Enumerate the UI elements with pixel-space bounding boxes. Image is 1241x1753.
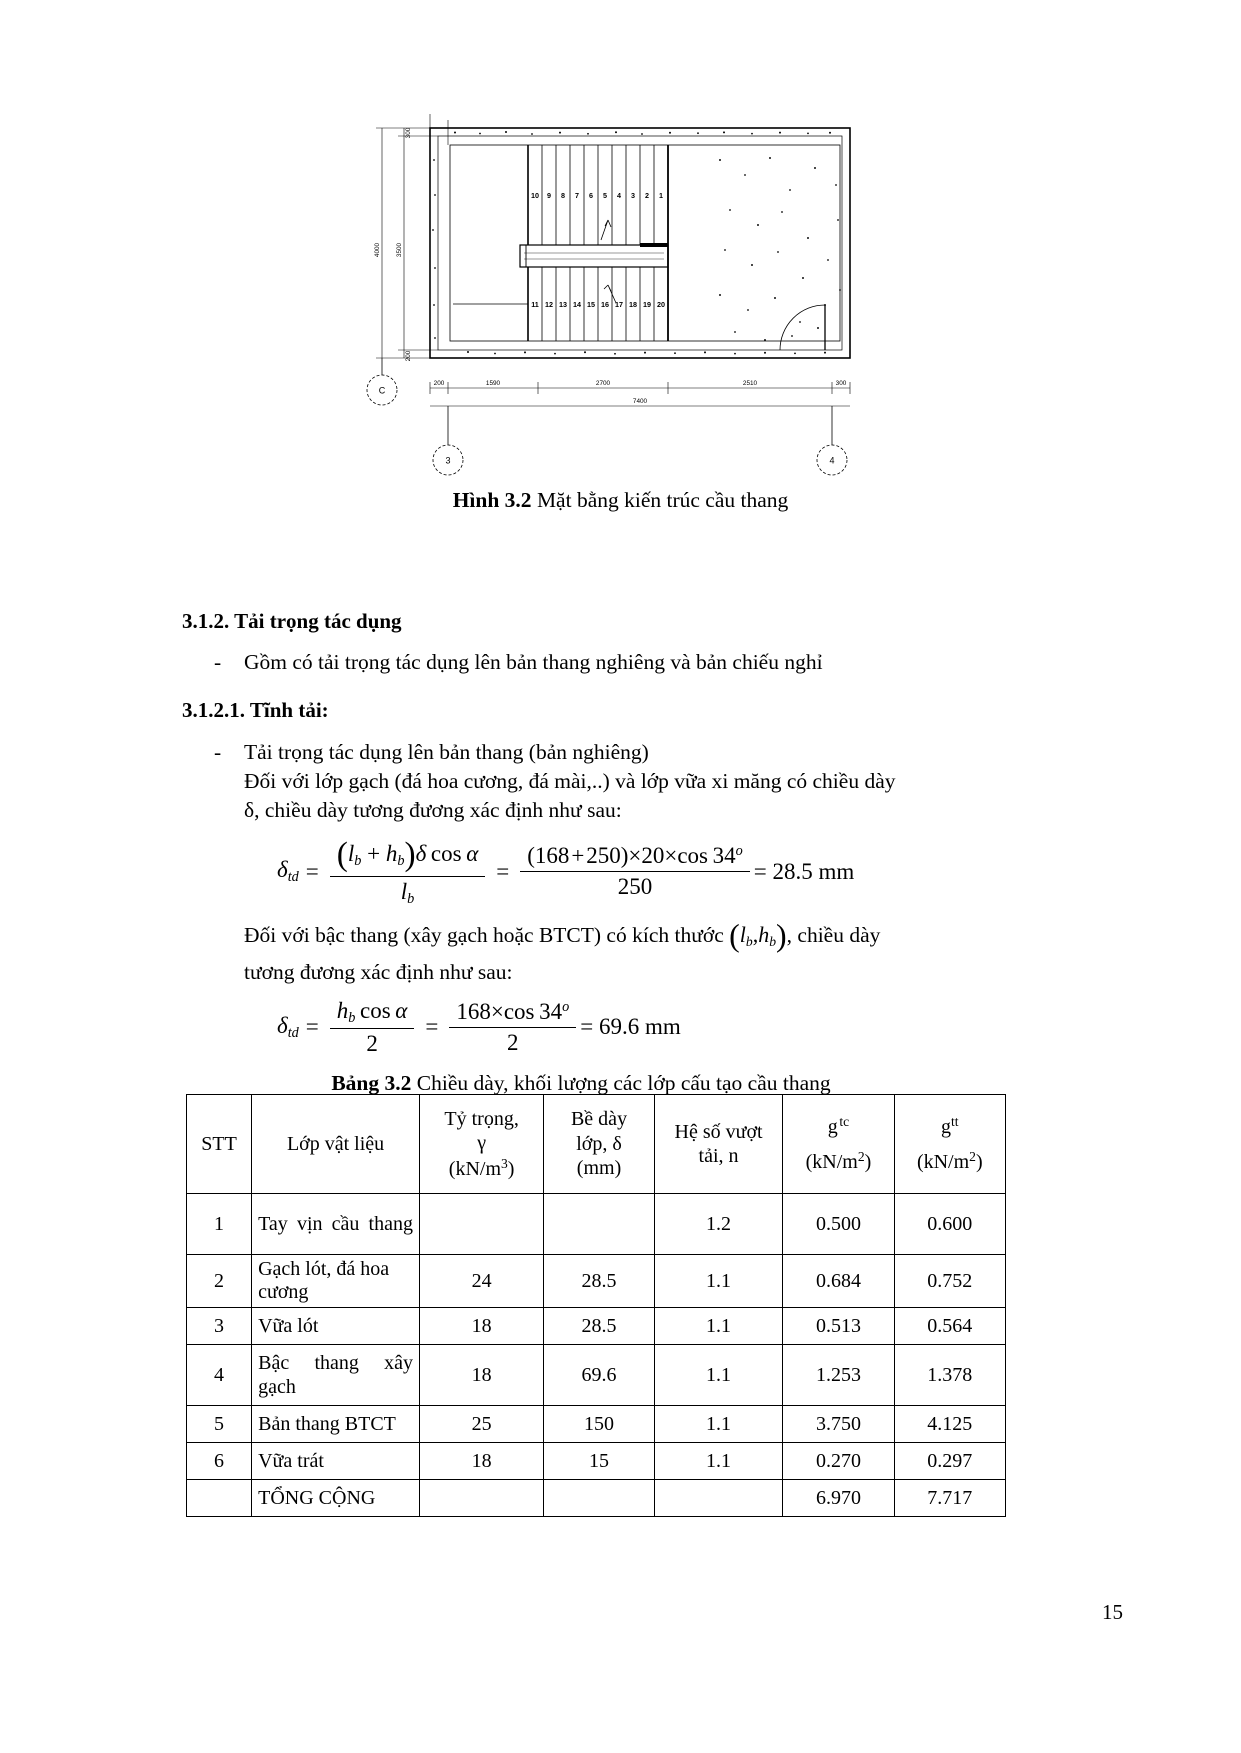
- svg-text:C: C: [378, 385, 386, 396]
- header-thickness-l2: lớp, δ: [576, 1132, 622, 1155]
- paragraph-step-line2: tương đương xác định như sau:: [244, 959, 513, 984]
- table-header: [187, 1095, 1006, 1194]
- step-numbers-upper: [531, 191, 663, 200]
- table-header-row: [187, 1095, 1006, 1194]
- bullet-text-loads: Gồm có tải trọng tác dụng lên bản thang nghiêng và bản chiếu nghỉ: [244, 650, 823, 675]
- table-caption-label: Bảng 3.2: [331, 1071, 412, 1096]
- formula2-fraction-2: $\frac{168\times\cos 34^o}{2}$: [449, 999, 576, 1056]
- svg-text:13: 13: [559, 300, 567, 309]
- header-gtc: [783, 1095, 894, 1194]
- header-gtt-symbol: $g^{tt}$: [941, 1113, 959, 1138]
- cell-stt: [187, 1480, 252, 1517]
- paragraph-tile-line2: δ, chiều dày tương đương xác định như sau:: [244, 798, 622, 823]
- cell-gtc: 3.750: [783, 1406, 894, 1443]
- cell-thickness: [544, 1194, 655, 1255]
- svg-text:1590: 1590: [485, 380, 501, 387]
- header-gtc-symbol: g $^{tc}$: [827, 1113, 850, 1138]
- heading-3-1-2-1: 3.1.2.1. Tĩnh tải:: [182, 698, 329, 723]
- svg-text:8: 8: [561, 191, 565, 200]
- table-row: [187, 1443, 1006, 1480]
- cell-thickness: 15: [544, 1443, 655, 1480]
- cell-material: Bản thang BTCT: [252, 1406, 420, 1443]
- svg-text:4: 4: [617, 191, 621, 200]
- svg-text:3500: 3500: [396, 242, 403, 258]
- bullet-dash-2: -: [214, 739, 222, 764]
- svg-text:19: 19: [643, 300, 651, 309]
- table-row: [187, 1194, 1006, 1255]
- svg-text:16: 16: [601, 300, 609, 309]
- cell-density: 24: [420, 1255, 544, 1308]
- svg-text:3: 3: [445, 455, 451, 466]
- svg-text:6: 6: [589, 191, 593, 200]
- formula1-result: = 28.5 mm: [753, 858, 855, 884]
- formula2-fraction-1: $\frac{h_b \cos \alpha}{2}$: [330, 998, 415, 1058]
- svg-text:14: 14: [573, 300, 581, 309]
- cell-density: [420, 1480, 544, 1517]
- cell-density: 18: [420, 1443, 544, 1480]
- svg-text:4: 4: [829, 455, 835, 466]
- cell-gtc: 0.270: [783, 1443, 894, 1480]
- cell-thickness: 28.5: [544, 1255, 655, 1308]
- cell-factor: 1.1: [654, 1308, 783, 1345]
- header-stt: STT: [187, 1095, 252, 1194]
- cell-thickness: 69.6: [544, 1345, 655, 1406]
- body-content: [182, 608, 1060, 1096]
- cell-stt: 4: [187, 1345, 252, 1406]
- header-factor-l1: Hệ số vượt: [674, 1120, 763, 1143]
- svg-text:18: 18: [629, 300, 637, 309]
- cell-thickness: [544, 1480, 655, 1517]
- svg-text:2510: 2510: [742, 380, 758, 387]
- header-gtc-unit: $(kN/m^2)$: [805, 1149, 872, 1173]
- table-row: [187, 1480, 1006, 1517]
- cell-gtt: 0.564: [894, 1308, 1005, 1345]
- cell-gtc: 6.970: [783, 1480, 894, 1517]
- header-thickness: [544, 1095, 655, 1194]
- formula-equivalent-thickness-step: $\delta_{td}$ = $\frac{h_b \cos \alpha}{2}$ = $\frac{168\times\cos 34^o}{2}$ = 69.6 mm: [277, 997, 681, 1057]
- formula1-lhs: $\delta_{td}$: [277, 857, 299, 886]
- header-density: [420, 1095, 544, 1194]
- figure-stair-plan: [0, 100, 1241, 520]
- cell-gtt: 0.600: [894, 1194, 1005, 1255]
- bullet-dash: -: [214, 650, 222, 675]
- cell-gtc: 1.253: [783, 1345, 894, 1406]
- paragraph-tile-layer: [244, 767, 1060, 826]
- table-caption-text: Chiều dày, khối lượng các lớp cấu tạo cầu thang: [411, 1071, 831, 1096]
- cell-density: 18: [420, 1345, 544, 1406]
- formula-equivalent-thickness-tile: $\delta_{td}$ = $\frac{(l_b + h_b)\delta \cos \alpha}{l_b}$ = $\frac{(168 + 250)\times 20\times\cos 34^o}{250}$ = 28.5 mm: [277, 835, 855, 907]
- cell-gtt: 0.752: [894, 1255, 1005, 1308]
- cell-stt: 3: [187, 1308, 252, 1345]
- cell-material: Bậc thang xây gạch: [252, 1345, 420, 1406]
- figure-caption-text: Mặt bằng kiến trúc cầu thang: [531, 488, 789, 512]
- header-density-l1: Tỷ trọng,: [444, 1108, 519, 1131]
- paragraph-tile-line1: Đối với lớp gạch (đá hoa cương, đá mài,..) và lớp vữa xi măng có chiều dày: [244, 768, 896, 793]
- cell-gtt: 4.125: [894, 1406, 1005, 1443]
- stair-plan-drawing: [320, 100, 880, 500]
- figure-caption-label: Hình 3.2: [452, 488, 532, 512]
- svg-text:15: 15: [587, 300, 595, 309]
- svg-text:4000: 4000: [374, 242, 381, 258]
- load-layers-table: [186, 1094, 1006, 1517]
- header-density-unit: $(kN/m^3)$: [448, 1155, 515, 1180]
- bullet-text-slab-load: Tải trọng tác dụng lên bản thang (bản nghiêng): [244, 739, 649, 764]
- cell-thickness: 28.5: [544, 1308, 655, 1345]
- cell-material: TỔNG CỘNG: [252, 1480, 420, 1517]
- cell-density: 25: [420, 1406, 544, 1443]
- header-factor: [654, 1095, 783, 1194]
- cell-stt: 2: [187, 1255, 252, 1308]
- svg-text:200: 200: [405, 350, 412, 362]
- cell-factor: 1.1: [654, 1406, 783, 1443]
- cell-material: Tay vịn cầu thang: [252, 1194, 420, 1255]
- svg-text:300: 300: [405, 127, 412, 139]
- cell-factor: 1.2: [654, 1194, 783, 1255]
- cell-factor: 1.1: [654, 1255, 783, 1308]
- svg-text:2: 2: [645, 191, 649, 200]
- svg-text:1: 1: [659, 191, 663, 200]
- svg-text:7: 7: [575, 191, 579, 200]
- formula2-lhs: $\delta_{td}$: [277, 1013, 299, 1041]
- svg-text:300: 300: [835, 380, 847, 387]
- cell-gtc: 0.500: [783, 1194, 894, 1255]
- svg-text:200: 200: [433, 380, 445, 387]
- page-number: 15: [1102, 1600, 1123, 1624]
- svg-text:10: 10: [531, 191, 539, 200]
- table-row: [187, 1345, 1006, 1406]
- header-density-l2: γ: [477, 1132, 487, 1155]
- table-row: [187, 1406, 1006, 1443]
- paragraph-step-pre: Đối với bậc thang (xây gạch hoặc BTCT) có kích thước: [244, 923, 724, 948]
- bullet-item-loads: [182, 648, 1060, 677]
- svg-text:11: 11: [531, 300, 539, 309]
- cell-density: 18: [420, 1308, 544, 1345]
- grid-bubble-labels: [379, 386, 835, 466]
- inline-step-dimensions: $(l_b,h_b)$: [729, 917, 787, 953]
- header-gtt-unit: $(kN/m^2)$: [916, 1149, 983, 1173]
- cell-stt: 5: [187, 1406, 252, 1443]
- formula2-result: = 69.6 mm: [580, 1014, 681, 1040]
- svg-text:7400: 7400: [632, 398, 648, 405]
- header-thickness-l3: (mm): [576, 1157, 622, 1180]
- header-factor-l2: tải, n: [698, 1145, 739, 1167]
- cell-stt: 6: [187, 1443, 252, 1480]
- cell-thickness: 150: [544, 1406, 655, 1443]
- header-gtt: [894, 1095, 1005, 1194]
- table-row: [187, 1255, 1006, 1308]
- cell-factor: 1.1: [654, 1345, 783, 1406]
- svg-text:2700: 2700: [595, 380, 611, 387]
- cell-gtt: 1.378: [894, 1345, 1005, 1406]
- table-row: [187, 1308, 1006, 1345]
- cell-factor: [654, 1480, 783, 1517]
- cell-gtt: 7.717: [894, 1480, 1005, 1517]
- cell-material: Vữa trát: [252, 1443, 420, 1480]
- svg-text:3: 3: [631, 191, 635, 200]
- header-thickness-l1: Bề dày: [570, 1108, 628, 1131]
- heading-3-1-2: 3.1.2. Tải trọng tác dụng: [182, 609, 402, 633]
- figure-caption: [0, 488, 1241, 514]
- cell-gtc: 0.513: [783, 1308, 894, 1345]
- svg-text:5: 5: [603, 191, 607, 200]
- table-caption: [102, 1071, 1060, 1096]
- svg-text:17: 17: [615, 300, 623, 309]
- svg-text:12: 12: [545, 300, 553, 309]
- dimension-labels: [374, 127, 847, 405]
- paragraph-step-post: , chiều dày: [786, 923, 881, 948]
- table-body: [187, 1194, 1006, 1517]
- svg-text:9: 9: [547, 191, 551, 200]
- cell-stt: 1: [187, 1194, 252, 1255]
- cell-material: Vữa lót: [252, 1308, 420, 1345]
- svg-text:20: 20: [657, 300, 665, 309]
- paragraph-step-line1: [244, 914, 1060, 958]
- formula1-fraction-1: $\frac{(l_b + h_b)\delta \cos \alpha}{l_b}$: [330, 836, 486, 908]
- cell-gtt: 0.297: [894, 1443, 1005, 1480]
- bullet-item-slab-load: [182, 738, 1060, 767]
- formula1-fraction-2: $\frac{(168 + 250)\times 20\times\cos 34^o}{250}$: [520, 843, 749, 900]
- cell-material: Gạch lót, đá hoa cương: [252, 1255, 420, 1308]
- header-material: Lớp vật liệu: [252, 1095, 420, 1194]
- cell-gtc: 0.684: [783, 1255, 894, 1308]
- cell-factor: 1.1: [654, 1443, 783, 1480]
- cell-density: [420, 1194, 544, 1255]
- paragraph-step-layer: [244, 914, 1060, 988]
